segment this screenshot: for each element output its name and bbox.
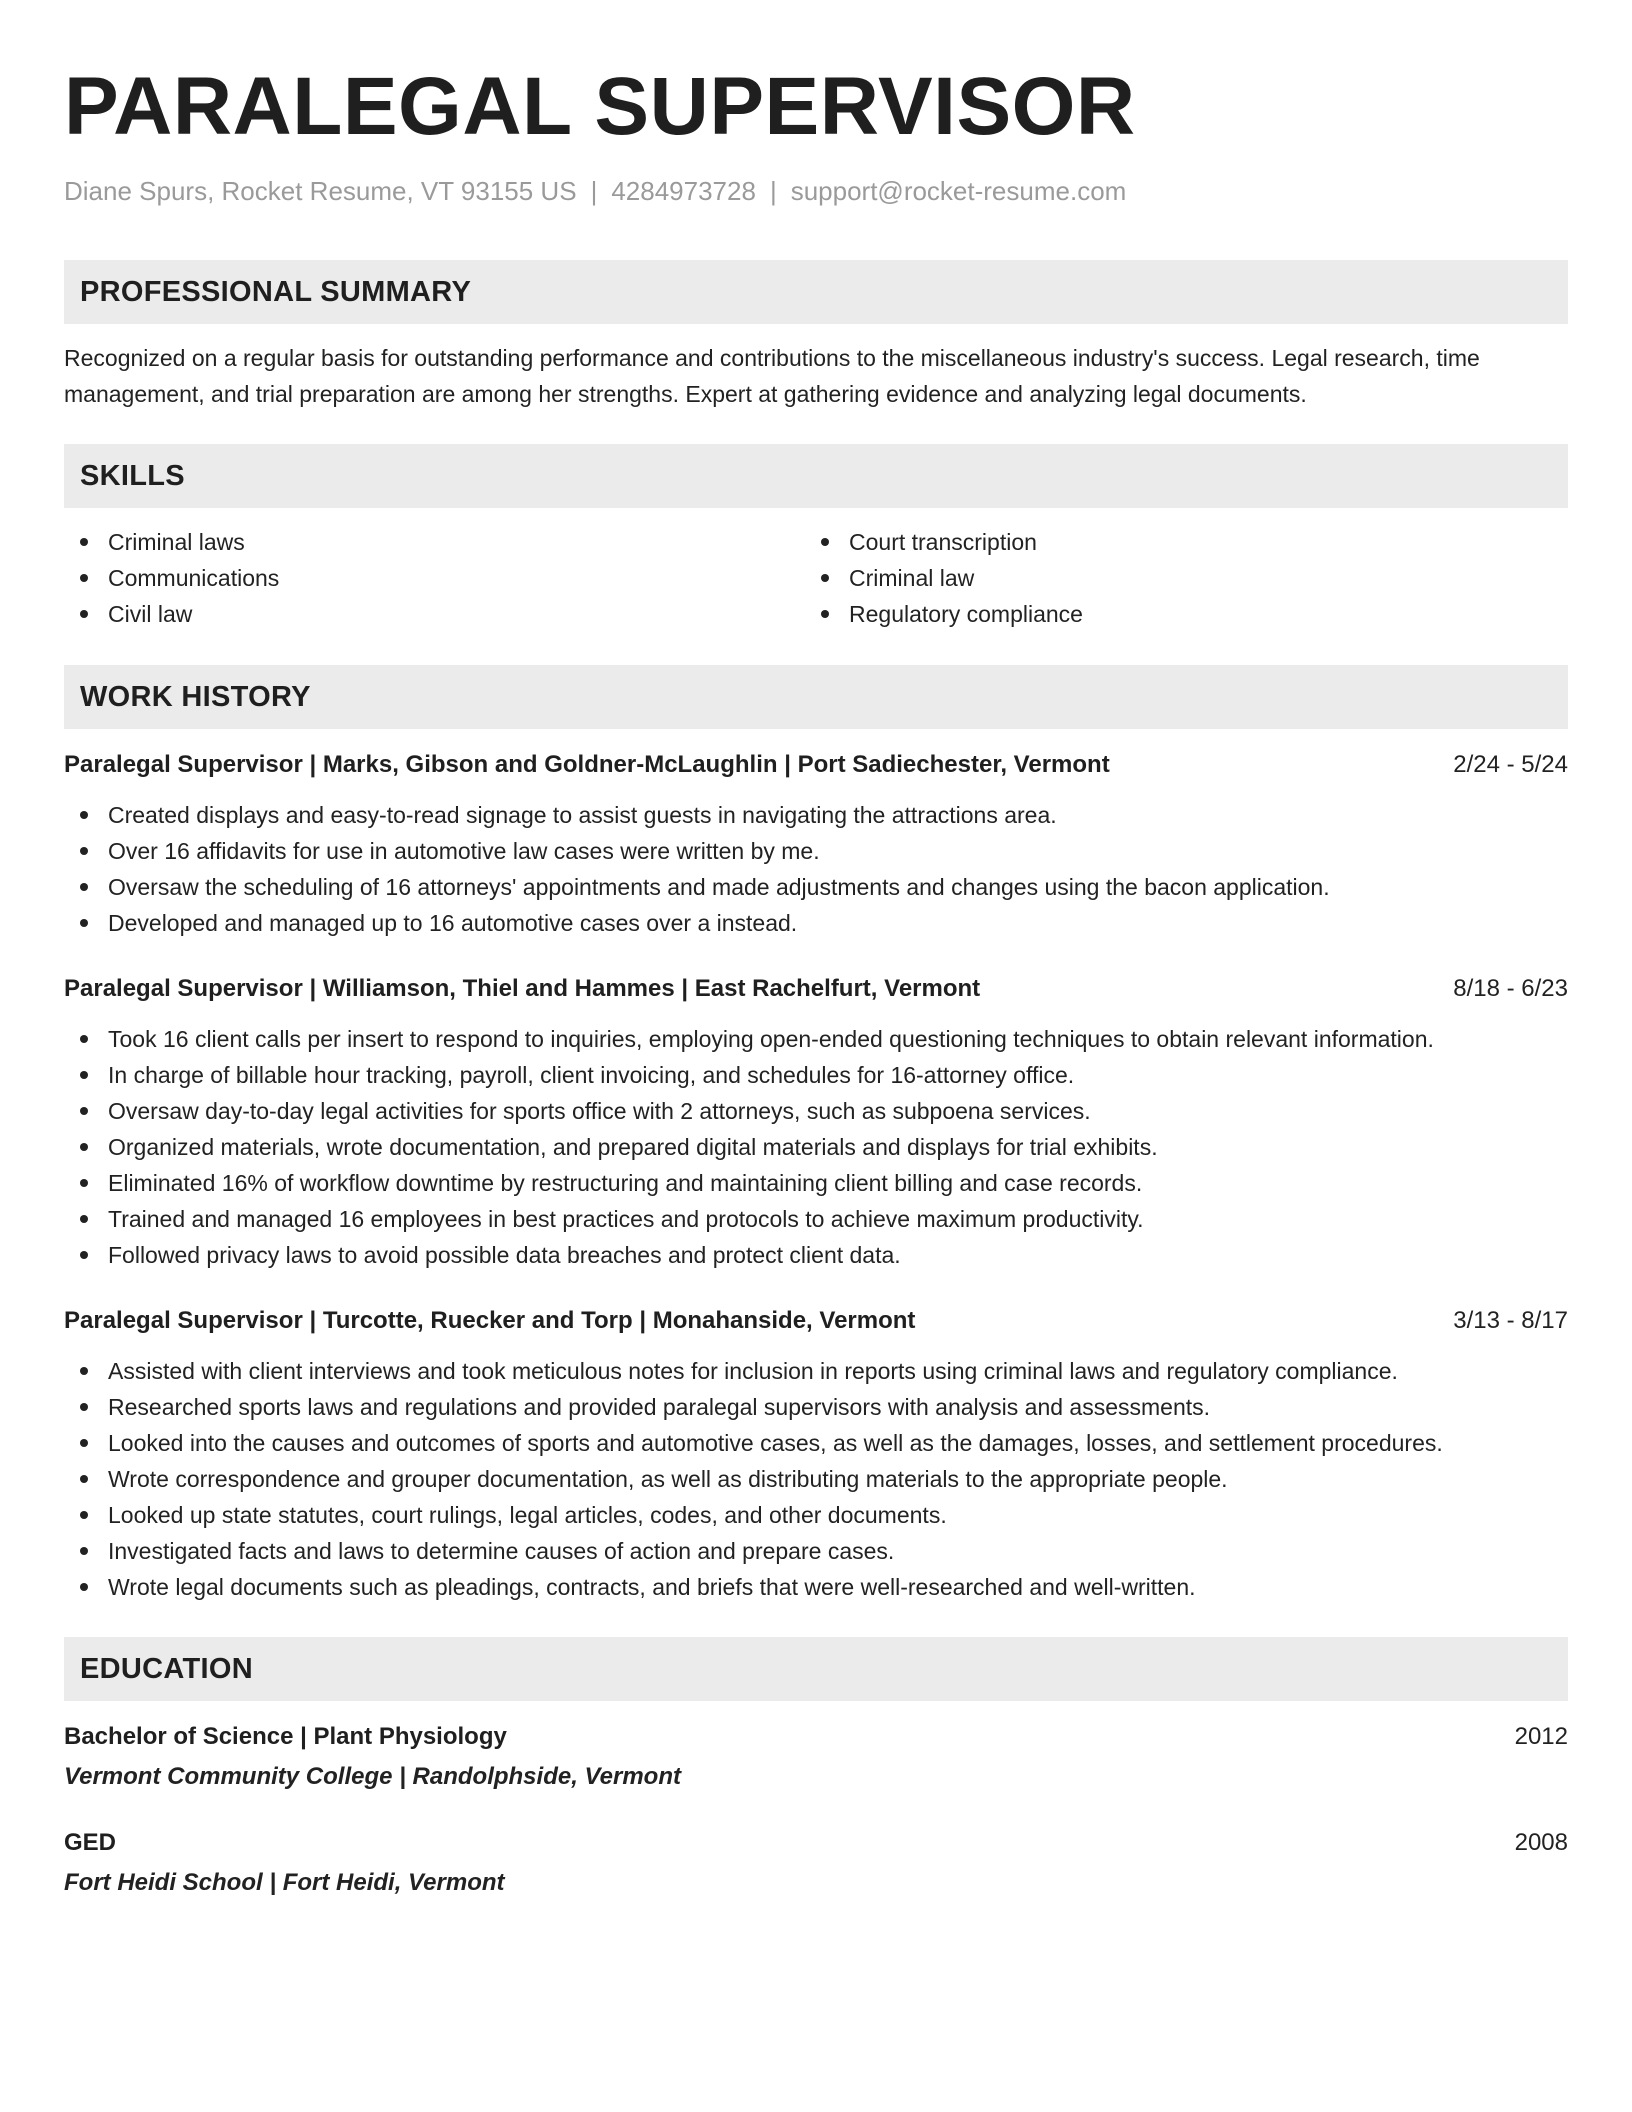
section-heading-skills: SKILLS <box>64 444 1568 508</box>
contact-phone: 4284973728 <box>611 176 756 206</box>
skill-item <box>64 524 805 560</box>
bullet-icon <box>80 1403 88 1411</box>
job-bullet-text: Took 16 client calls per insert to respond to inquiries, employing open-ended questioning techniques to obtain relevant information. <box>108 1026 1434 1052</box>
job-bullet <box>64 1165 1568 1201</box>
job-dates: 2/24 - 5/24 <box>1453 751 1568 778</box>
job-bullet-text: Oversaw the scheduling of 16 attorneys' appointments and made adjustments and changes using the bacon application. <box>108 874 1330 900</box>
education-year: 2008 <box>1514 1829 1568 1856</box>
bullet-icon <box>80 847 88 855</box>
job-bullet-text: Researched sports laws and regulations and provided paralegal supervisors with analysis and assessments. <box>108 1394 1211 1420</box>
bullet-icon <box>821 574 829 582</box>
job-bullet-text: Organized materials, wrote documentation, and prepared digital materials and displays for trial exhibits. <box>108 1134 1158 1160</box>
job-bullets <box>64 1021 1568 1273</box>
bullet-icon <box>821 538 829 546</box>
skill-label: Criminal laws <box>108 529 245 555</box>
job-bullet-text: Oversaw day-to-day legal activities for sports office with 2 attorneys, such as subpoena services. <box>108 1098 1091 1124</box>
education-entry <box>64 1825 1568 1901</box>
skills-column-left <box>64 524 805 632</box>
job-bullet-text: Looked up state statutes, court rulings, legal articles, codes, and other documents. <box>108 1502 947 1528</box>
job-bullet-text: Over 16 affidavits for use in automotive law cases were written by me. <box>108 838 820 864</box>
contact-email: support@rocket-resume.com <box>790 176 1127 206</box>
bullet-icon <box>80 811 88 819</box>
section-heading-summary: PROFESSIONAL SUMMARY <box>64 260 1568 324</box>
skill-item <box>64 596 805 632</box>
education-year: 2012 <box>1514 1723 1568 1750</box>
bullet-icon <box>821 610 829 618</box>
job-bullet-text: Looked into the causes and outcomes of sports and automotive cases, as well as the damages, losses, and settlement procedures. <box>108 1430 1443 1456</box>
job-entry <box>64 971 1568 1273</box>
education-header <box>64 1825 1568 1861</box>
skills-grid <box>64 524 1568 632</box>
section-heading-work-history: WORK HISTORY <box>64 665 1568 729</box>
contact-address: Diane Spurs, Rocket Resume, VT 93155 US <box>64 176 577 206</box>
job-bullet <box>64 833 1568 869</box>
skill-label: Regulatory compliance <box>849 601 1083 627</box>
job-bullet-text: Eliminated 16% of workflow downtime by restructuring and maintaining client billing and case records. <box>108 1170 1143 1196</box>
job-title: Paralegal Supervisor | Marks, Gibson and Goldner-McLaughlin | Port Sadiechester, Vermont <box>64 751 1110 778</box>
bullet-icon <box>80 1071 88 1079</box>
job-bullet <box>64 1021 1568 1057</box>
education-school: Vermont Community College | Randolphside, Vermont <box>64 1763 681 1790</box>
job-bullet <box>64 1057 1568 1093</box>
bullet-icon <box>80 1035 88 1043</box>
job-bullets <box>64 1353 1568 1605</box>
bullet-icon <box>80 610 88 618</box>
job-bullet-text: Assisted with client interviews and took meticulous notes for inclusion in reports using criminal laws and regulatory compliance. <box>108 1358 1398 1384</box>
bullet-icon <box>80 883 88 891</box>
education-degree: GED <box>64 1829 117 1856</box>
job-dates: 3/13 - 8/17 <box>1453 1307 1568 1334</box>
job-header <box>64 1303 1568 1339</box>
job-header <box>64 747 1568 783</box>
job-bullet-text: Developed and managed up to 16 automotive cases over a instead. <box>108 910 798 936</box>
job-bullet-text: Wrote legal documents such as pleadings, contracts, and briefs that were well-researched and well-written. <box>108 1574 1196 1600</box>
job-bullet <box>64 1533 1568 1569</box>
resume-name-title: PARALEGAL SUPERVISOR <box>64 61 1136 152</box>
bullet-icon <box>80 1143 88 1151</box>
job-bullet <box>64 1129 1568 1165</box>
education-school: Fort Heidi School | Fort Heidi, Vermont <box>64 1869 505 1896</box>
bullet-icon <box>80 1215 88 1223</box>
bullet-icon <box>80 1179 88 1187</box>
skill-item <box>805 560 1546 596</box>
bullet-icon <box>80 1511 88 1519</box>
job-bullet-text: Wrote correspondence and grouper documentation, as well as distributing materials to the appropriate people. <box>108 1466 1228 1492</box>
job-bullet <box>64 1497 1568 1533</box>
skill-label: Court transcription <box>849 529 1037 555</box>
skill-label: Civil law <box>108 601 193 627</box>
job-bullet <box>64 1093 1568 1129</box>
job-entry <box>64 1303 1568 1605</box>
skills-column-right <box>805 524 1546 632</box>
education-header <box>64 1719 1568 1755</box>
bullet-icon <box>80 1367 88 1375</box>
job-bullet <box>64 1569 1568 1605</box>
bullet-icon <box>80 1107 88 1115</box>
bullet-icon <box>80 1251 88 1259</box>
job-bullet <box>64 905 1568 941</box>
job-bullet-text: Created displays and easy-to-read signage to assist guests in navigating the attractions area. <box>108 802 1057 828</box>
job-bullet <box>64 1353 1568 1389</box>
contact-line <box>64 174 1568 208</box>
skill-item <box>64 560 805 596</box>
education-degree: Bachelor of Science | Plant Physiology <box>64 1723 507 1750</box>
bullet-icon <box>80 538 88 546</box>
summary-text: Recognized on a regular basis for outstanding performance and contributions to the miscellaneous industry's success. Legal research, time management, and trial preparation are among her strengths. Expert at gathering evidence and analyzing legal documents. <box>64 345 1480 407</box>
bullet-icon <box>80 1439 88 1447</box>
job-bullet <box>64 1461 1568 1497</box>
bullet-icon <box>80 1583 88 1591</box>
contact-separator: | <box>769 176 777 206</box>
job-entry <box>64 747 1568 941</box>
job-bullet <box>64 1389 1568 1425</box>
skill-label: Criminal law <box>849 565 975 591</box>
skill-label: Communications <box>108 565 280 591</box>
job-bullet-text: Followed privacy laws to avoid possible data breaches and protect client data. <box>108 1242 901 1268</box>
job-bullet <box>64 797 1568 833</box>
job-bullets <box>64 797 1568 941</box>
job-dates: 8/18 - 6/23 <box>1453 975 1568 1002</box>
job-title: Paralegal Supervisor | Williamson, Thiel and Hammes | East Rachelfurt, Vermont <box>64 975 981 1002</box>
job-header <box>64 971 1568 1007</box>
job-bullet-text: Trained and managed 16 employees in best practices and protocols to achieve maximum productivity. <box>108 1206 1144 1232</box>
job-title: Paralegal Supervisor | Turcotte, Ruecker and Torp | Monahanside, Vermont <box>64 1307 916 1334</box>
job-bullet-text: In charge of billable hour tracking, payroll, client invoicing, and schedules for 16-attorney office. <box>108 1062 1075 1088</box>
section-heading-education: EDUCATION <box>64 1637 1568 1701</box>
contact-separator: | <box>590 176 598 206</box>
bullet-icon <box>80 1547 88 1555</box>
skill-item <box>805 596 1546 632</box>
skill-item <box>805 524 1546 560</box>
bullet-icon <box>80 574 88 582</box>
job-bullet <box>64 1425 1568 1461</box>
bullet-icon <box>80 919 88 927</box>
job-bullet <box>64 869 1568 905</box>
job-bullet-text: Investigated facts and laws to determine causes of action and prepare cases. <box>108 1538 895 1564</box>
job-bullet <box>64 1237 1568 1273</box>
job-bullet <box>64 1201 1568 1237</box>
education-entry <box>64 1719 1568 1795</box>
bullet-icon <box>80 1475 88 1483</box>
